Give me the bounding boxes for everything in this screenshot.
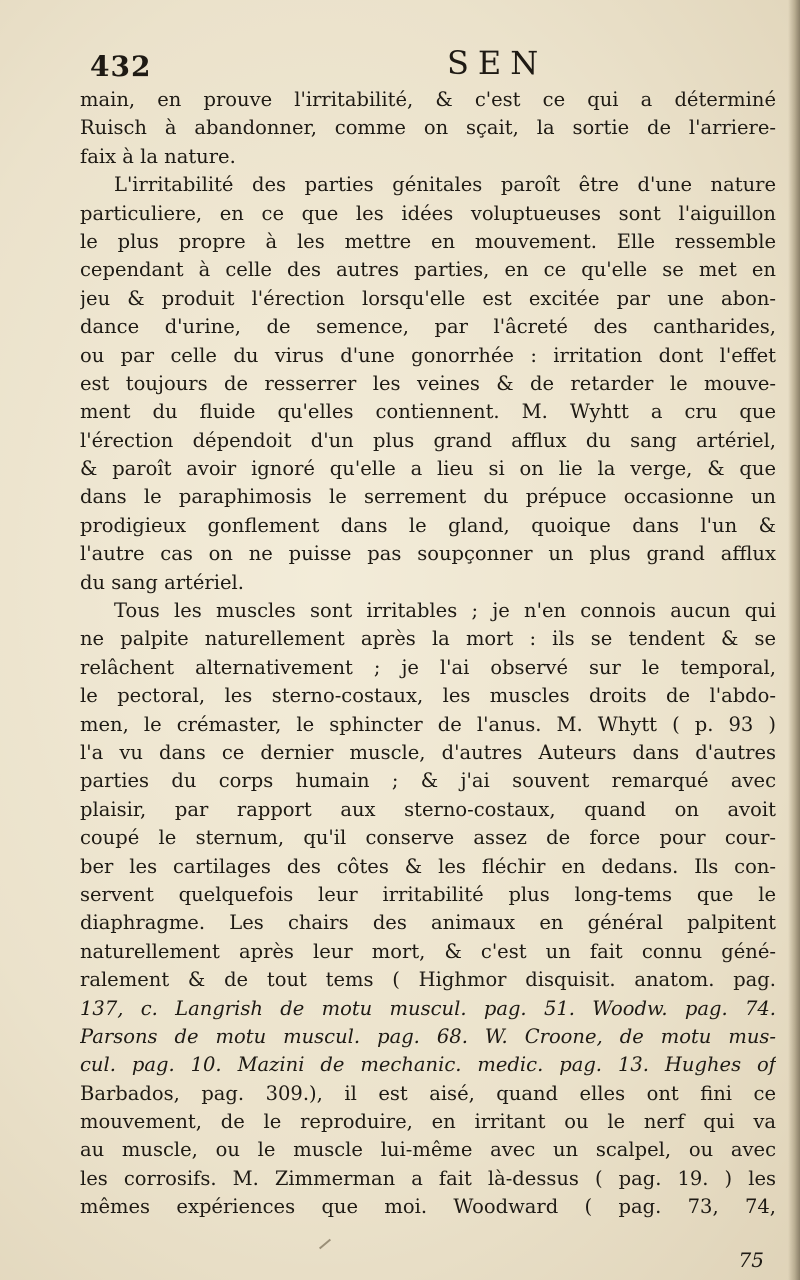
text-line: ne palpite naturellement après la mort : ils se tendent & se: [80, 627, 776, 651]
text-line: L'irritabilité des parties génitales paroît être d'une nature: [114, 173, 776, 197]
text-line: Parsons de motu muscul. pag. 68. W. Croone, de motu mus-: [80, 1024, 776, 1048]
text-line: servent quelquefois leur irritabilité plus long-tems que le: [80, 882, 776, 906]
text-line: le plus propre à les mettre en mouvement. Elle ressemble: [80, 229, 776, 253]
print-mark: [319, 1239, 331, 1250]
text-line: ment du fluide qu'elles contiennent. M. Wyhtt a cru que: [80, 400, 776, 424]
catchword: 75: [738, 1248, 764, 1272]
body-text: [80, 86, 776, 1222]
text-line: l'érection dépendoit d'un plus grand afflux du sang artériel,: [80, 428, 776, 452]
text-line: men, le crémaster, le sphincter de l'anus. M. Whytt ( p. 93 ): [80, 712, 776, 736]
running-head: SEN: [447, 44, 548, 82]
text-line: parties du corps humain ; & j'ai souvent remarqué avec: [80, 769, 776, 793]
text-line: diaphragme. Les chairs des animaux en général palpitent: [80, 911, 776, 935]
page-header: [82, 44, 772, 84]
text-line: ber les cartilages des côtes & les fléchir en dedans. Ils con-: [80, 854, 776, 878]
text-line: prodigieux gonflement dans le gland, quoique dans l'un &: [80, 513, 776, 537]
text-line: faix à la nature.: [80, 144, 236, 168]
text-line: Barbados, pag. 309.), il est aisé, quand elles ont fini ce: [80, 1081, 776, 1105]
text-line: les corrosifs. M. Zimmerman a fait là-dessus ( pag. 19. ) les: [80, 1166, 776, 1190]
text-line: dans le paraphimosis le serrement du prépuce occasionne un: [80, 485, 776, 509]
text-line: main, en prouve l'irritabilité, & c'est ce qui a déterminé: [80, 88, 776, 111]
text-line: ralement & de tout tems ( Highmor disquisit. anatom. pag.: [80, 968, 776, 992]
text-line: plaisir, par rapport aux sterno-costaux, quand on avoit: [80, 797, 776, 821]
text-line: relâchent alternativement ; je l'ai observé sur le temporal,: [80, 655, 776, 679]
text-line: Tous les muscles sont irritables ; je n'en connois aucun qui: [114, 599, 776, 623]
text-line: dance d'urine, de semence, par l'âcreté des cantharides,: [80, 315, 776, 339]
text-line: l'autre cas on ne puisse pas soupçonner un plus grand afflux: [80, 542, 776, 566]
text-line: jeu & produit l'érection lorsqu'elle est excitée par une abon-: [80, 286, 776, 310]
text-line: mêmes expériences que moi. Woodward ( pag. 73, 74,: [80, 1195, 776, 1219]
text-line: ou par celle du virus d'une gonorrhée : irritation dont l'effet: [80, 343, 776, 367]
text-line: naturellement après leur mort, & c'est un fait connu géné-: [80, 939, 776, 963]
text-line: coupé le sternum, qu'il conserve assez de force pour cour-: [80, 826, 776, 850]
text-line: Ruisch à abandonner, comme on sçait, la sortie de l'arriere-: [80, 116, 776, 140]
text-line: 137, c. Langrish de motu muscul. pag. 51. Woodw. pag. 74.: [80, 996, 776, 1020]
page-edge-shadow: [788, 0, 800, 1280]
page-number: 432: [90, 50, 152, 83]
text-line: du sang artériel.: [80, 570, 244, 594]
text-line: & paroît avoir ignoré qu'elle a lieu si on lie la verge, & que: [80, 457, 776, 481]
text-line: particuliere, en ce que les idées voluptueuses sont l'aiguillon: [80, 201, 776, 225]
text-line: est toujours de resserrer les veines & de retarder le mouve-: [80, 371, 776, 395]
text-line: au muscle, ou le muscle lui-même avec un scalpel, ou avec: [80, 1138, 776, 1162]
text-line: le pectoral, les sterno-costaux, les muscles droits de l'abdo-: [80, 684, 776, 708]
text-line: l'a vu dans ce dernier muscle, d'autres Auteurs dans d'autres: [80, 740, 776, 764]
text-line: mouvement, de le reproduire, en irritant ou le nerf qui va: [80, 1110, 776, 1134]
text-line: cependant à celle des autres parties, en ce qu'elle se met en: [80, 258, 776, 282]
text-line: cul. pag. 10. Mazini de mechanic. medic. pag. 13. Hughes of: [80, 1053, 776, 1077]
